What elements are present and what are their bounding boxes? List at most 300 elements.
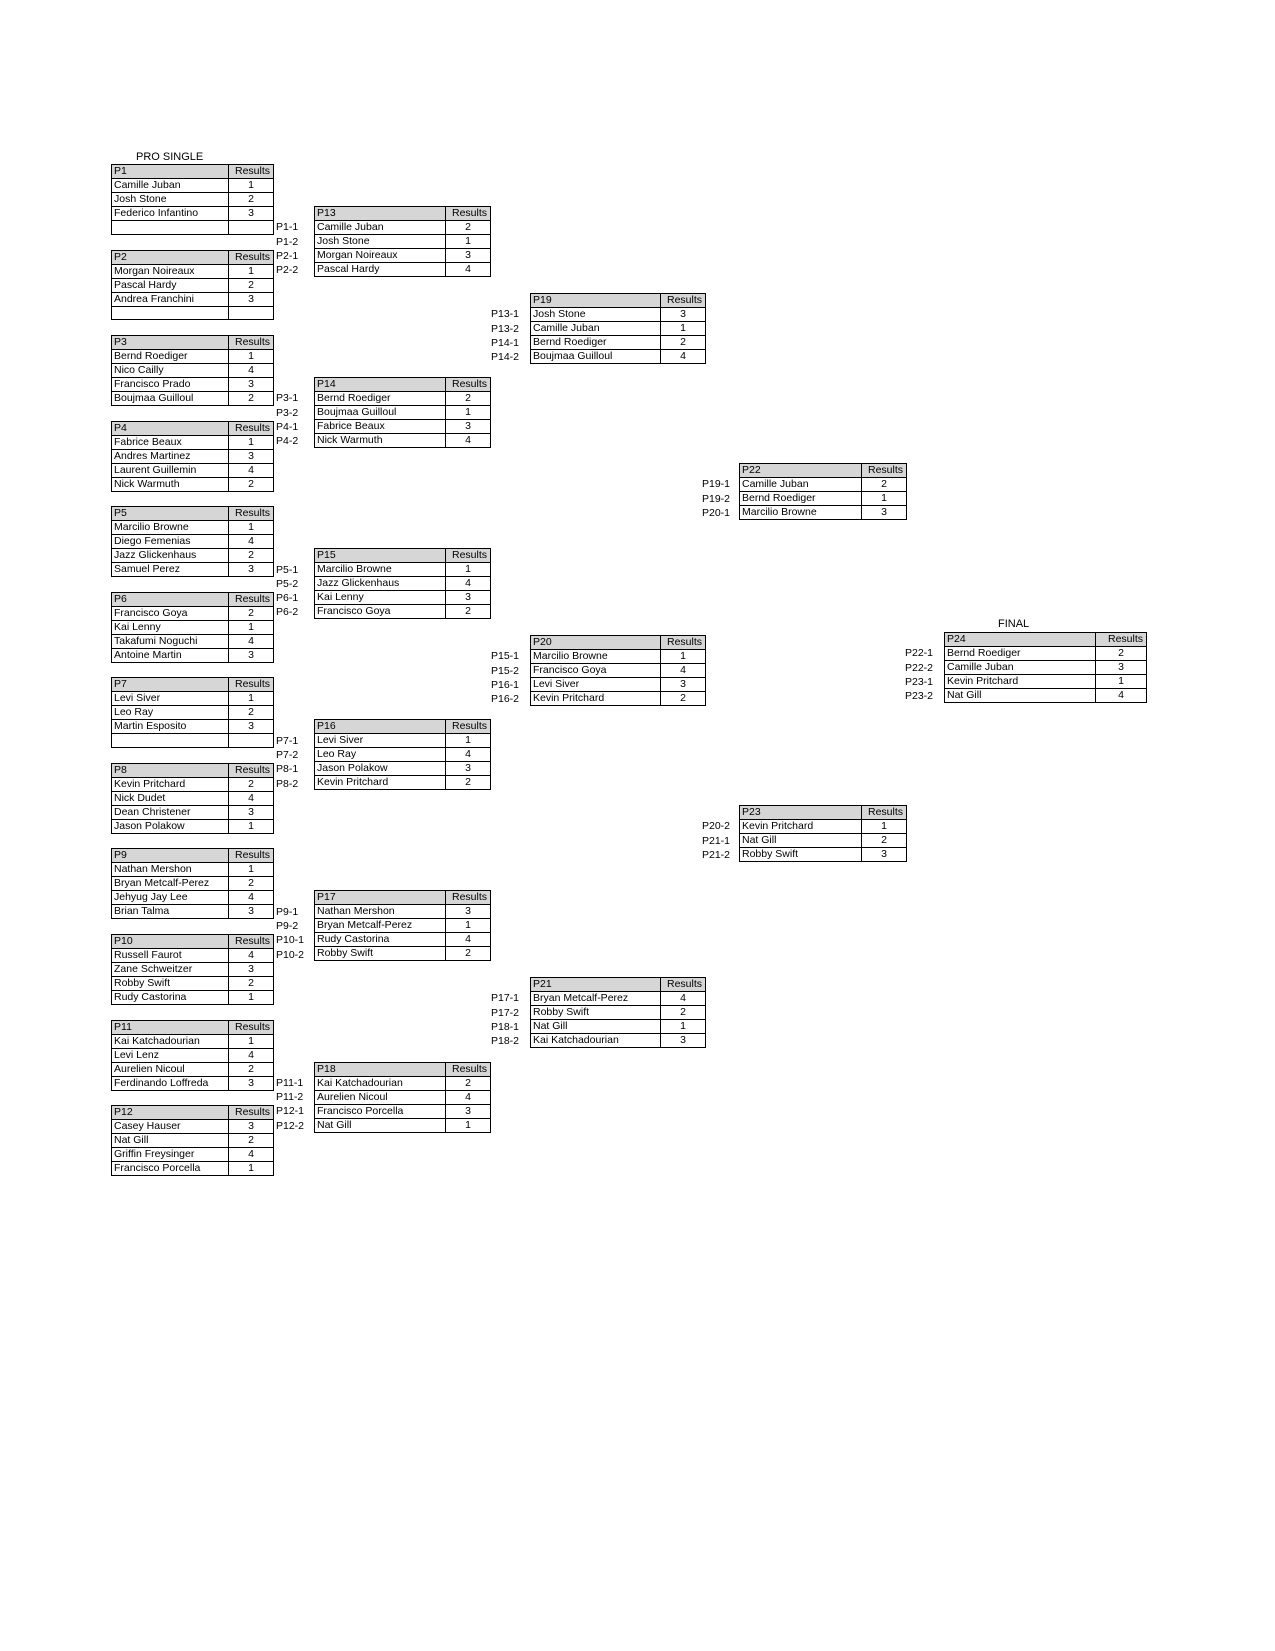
rider-result: 1: [661, 650, 706, 664]
results-header: Results: [229, 678, 274, 692]
seed-code: P21-2: [702, 848, 731, 861]
rider-name: Jazz Glickenhaus: [112, 549, 229, 563]
rider-result: 4: [229, 891, 274, 905]
seed-codes: [702, 477, 730, 520]
rider-name: [112, 734, 229, 748]
table-row: [531, 1020, 706, 1034]
rider-name: Nat Gill: [531, 1020, 661, 1034]
rider-name: Federico Infantino: [112, 207, 229, 221]
seed-code: P12-1: [276, 1105, 305, 1118]
seed-code: P16-2: [491, 693, 520, 706]
rider-name: Robby Swift: [740, 848, 862, 862]
heat-p20: [530, 635, 706, 706]
rider-result: 2: [229, 606, 274, 620]
seed-code: P5-2: [276, 577, 299, 590]
results-header: Results: [446, 720, 491, 734]
rider-name: Fabrice Beaux: [112, 435, 229, 449]
table-row: [531, 322, 706, 336]
table-row: [112, 1148, 274, 1162]
rider-name: Jason Polakow: [315, 762, 446, 776]
rider-name: Bernd Roediger: [740, 492, 862, 506]
rider-result: 1: [229, 863, 274, 877]
seed-code: P13-2: [491, 322, 520, 335]
heat-label: P4: [112, 421, 229, 435]
table-row: [315, 563, 491, 577]
rider-name: Kai Katchadourian: [315, 1076, 446, 1090]
heat-label: P17: [315, 891, 446, 905]
table-row: [531, 992, 706, 1006]
rider-result: 4: [229, 1148, 274, 1162]
rider-name: Andres Martinez: [112, 449, 229, 463]
heat-label: P20: [531, 636, 661, 650]
heat-label: P18: [315, 1062, 446, 1076]
table-row: [112, 392, 274, 406]
seed-codes: [276, 391, 298, 448]
seed-codes: [276, 734, 298, 791]
heat-p11: [111, 1020, 274, 1091]
table-row: [112, 976, 274, 990]
results-header: Results: [446, 207, 491, 221]
table-row: [112, 877, 274, 891]
rider-name: Boujmaa Guilloul: [315, 406, 446, 420]
heat-p2: [111, 250, 274, 321]
heat-label: P22: [740, 464, 862, 478]
rider-result: 2: [446, 392, 491, 406]
seed-code: P6-2: [276, 606, 299, 619]
seed-code: P18-2: [491, 1035, 520, 1048]
table-row: [531, 350, 706, 364]
rider-name: Camille Juban: [945, 661, 1096, 675]
table-row: [315, 734, 491, 748]
table-row: [112, 350, 274, 364]
table-row: [315, 1118, 491, 1132]
heat-label: P24: [945, 633, 1096, 647]
table-row: [315, 1104, 491, 1118]
rider-name: Laurent Guillemin: [112, 463, 229, 477]
seed-codes: [491, 991, 519, 1048]
heat-label: P11: [112, 1020, 229, 1034]
rider-name: Kai Lenny: [112, 620, 229, 634]
table-row: [112, 563, 274, 577]
rider-name: Josh Stone: [315, 235, 446, 249]
table-row: [315, 947, 491, 961]
seed-codes: [491, 649, 519, 706]
rider-result: 3: [229, 962, 274, 976]
rider-name: Pascal Hardy: [315, 263, 446, 277]
rider-result: 3: [446, 420, 491, 434]
rider-result: 2: [229, 278, 274, 292]
rider-result: 3: [446, 762, 491, 776]
table-row: [112, 777, 274, 791]
table-row: [315, 919, 491, 933]
seed-codes: [276, 905, 304, 962]
table-row: [945, 689, 1147, 703]
seed-code: P7-1: [276, 734, 299, 747]
rider-result: 2: [862, 478, 907, 492]
seed-code: P5-1: [276, 563, 299, 576]
results-header: Results: [661, 978, 706, 992]
rider-result: 2: [229, 1062, 274, 1076]
rider-name: Francisco Porcella: [112, 1162, 229, 1176]
rider-result: 1: [446, 919, 491, 933]
rider-name: Francisco Porcella: [315, 1104, 446, 1118]
table-row: [112, 819, 274, 833]
heat-label: P21: [531, 978, 661, 992]
rider-result: 2: [446, 605, 491, 619]
rider-name: Martin Esposito: [112, 720, 229, 734]
rider-result: 3: [446, 905, 491, 919]
table-row: [112, 292, 274, 306]
rider-name: Robby Swift: [531, 1006, 661, 1020]
rider-name: Takafumi Noguchi: [112, 634, 229, 648]
table-row: [531, 678, 706, 692]
rider-name: Zane Schweitzer: [112, 962, 229, 976]
seed-code: P8-2: [276, 777, 299, 790]
heat-p9: [111, 848, 274, 919]
rider-name: Nat Gill: [945, 689, 1096, 703]
table-row: [315, 762, 491, 776]
rider-result: 4: [229, 364, 274, 378]
rider-name: Leo Ray: [315, 748, 446, 762]
table-row: [112, 706, 274, 720]
seed-code: P9-1: [276, 905, 299, 918]
rider-name: Robby Swift: [315, 947, 446, 961]
results-header: Results: [229, 165, 274, 179]
results-header: Results: [229, 421, 274, 435]
results-header: Results: [229, 763, 274, 777]
heat-p14: [314, 377, 491, 448]
table-row: [315, 577, 491, 591]
rider-name: Nick Dudet: [112, 791, 229, 805]
rider-name: Nat Gill: [740, 834, 862, 848]
rider-result: 4: [229, 535, 274, 549]
rider-name: Kevin Pritchard: [315, 776, 446, 790]
seed-code: P23-1: [905, 675, 934, 688]
seed-code: P16-1: [491, 678, 520, 691]
page-title: PRO SINGLE: [136, 151, 204, 163]
table-row: [112, 221, 274, 235]
table-row: [112, 734, 274, 748]
table-row: [531, 1006, 706, 1020]
table-row: [112, 1034, 274, 1048]
rider-name: Diego Femenias: [112, 535, 229, 549]
heat-p5: [111, 506, 274, 577]
rider-result: [229, 734, 274, 748]
rider-result: 1: [229, 1034, 274, 1048]
rider-result: 3: [229, 563, 274, 577]
table-row: [112, 278, 274, 292]
table-row: [315, 1076, 491, 1090]
results-header: Results: [862, 464, 907, 478]
rider-name: Bryan Metcalf-Perez: [531, 992, 661, 1006]
rider-result: 1: [446, 235, 491, 249]
table-row: [112, 962, 274, 976]
table-row: [112, 634, 274, 648]
table-row: [112, 648, 274, 662]
table-row: [112, 1120, 274, 1134]
table-row: [112, 306, 274, 320]
rider-result: 1: [229, 1162, 274, 1176]
results-header: Results: [446, 891, 491, 905]
seed-code: P11-2: [276, 1091, 304, 1104]
table-row: [112, 1162, 274, 1176]
heat-label: P14: [315, 378, 446, 392]
heat-p24: [944, 632, 1147, 703]
rider-name: Bernd Roediger: [112, 350, 229, 364]
table-row: [315, 933, 491, 947]
rider-name: [112, 221, 229, 235]
rider-name: Antoine Martin: [112, 648, 229, 662]
heat-p7: [111, 677, 274, 748]
results-header: Results: [229, 849, 274, 863]
seed-code: P13-1: [491, 308, 520, 321]
results-header: Results: [1096, 633, 1147, 647]
results-header: Results: [229, 1020, 274, 1034]
rider-result: 3: [229, 648, 274, 662]
rider-result: 1: [229, 435, 274, 449]
rider-name: Rudy Castorina: [112, 990, 229, 1004]
seed-code: P1-1: [276, 221, 299, 234]
rider-name: Bernd Roediger: [945, 647, 1096, 661]
rider-result: 3: [661, 1034, 706, 1048]
heat-p10: [111, 934, 274, 1005]
seed-code: P21-1: [702, 834, 731, 847]
rider-result: 4: [446, 748, 491, 762]
rider-result: 3: [446, 249, 491, 263]
seed-code: P4-1: [276, 421, 299, 433]
rider-result: 4: [446, 933, 491, 947]
rider-result: 2: [229, 392, 274, 406]
rider-name: Kevin Pritchard: [945, 675, 1096, 689]
heat-label: P6: [112, 592, 229, 606]
table-row: [315, 1090, 491, 1104]
seed-codes: [276, 563, 298, 620]
table-row: [315, 605, 491, 619]
heat-label: P16: [315, 720, 446, 734]
rider-result: 4: [661, 350, 706, 364]
seed-codes: [276, 220, 298, 277]
rider-result: 3: [661, 678, 706, 692]
rider-result: 1: [446, 563, 491, 577]
table-row: [315, 249, 491, 263]
rider-name: Morgan Noireaux: [315, 249, 446, 263]
rider-result: 1: [1096, 675, 1147, 689]
seed-code: P20-1: [702, 506, 731, 519]
table-row: [945, 675, 1147, 689]
table-row: [740, 492, 907, 506]
rider-name: Aurelien Nicoul: [315, 1090, 446, 1104]
rider-name: Levi Siver: [315, 734, 446, 748]
rider-result: 3: [862, 506, 907, 520]
rider-name: Kai Lenny: [315, 591, 446, 605]
heat-p22: [739, 463, 907, 520]
rider-name: Kai Katchadourian: [531, 1034, 661, 1048]
heat-label: P23: [740, 806, 862, 820]
table-row: [740, 834, 907, 848]
heat-label: P10: [112, 934, 229, 948]
heat-label: P13: [315, 207, 446, 221]
rider-name: Casey Hauser: [112, 1120, 229, 1134]
rider-result: 1: [446, 406, 491, 420]
heat-p13: [314, 206, 491, 277]
rider-result: 4: [229, 948, 274, 962]
seed-codes: [905, 646, 933, 703]
seed-code: P19-1: [702, 478, 731, 491]
rider-name: Kai Katchadourian: [112, 1034, 229, 1048]
table-row: [315, 776, 491, 790]
heat-label: P1: [112, 165, 229, 179]
seed-code: P14-1: [491, 336, 520, 349]
heat-label: P9: [112, 849, 229, 863]
rider-name: Pascal Hardy: [112, 278, 229, 292]
rider-name: Marcilio Browne: [740, 506, 862, 520]
rider-result: 2: [446, 1076, 491, 1090]
table-row: [112, 720, 274, 734]
heat-label: P15: [315, 549, 446, 563]
rider-name: Nick Warmuth: [315, 434, 446, 448]
table-row: [740, 506, 907, 520]
seed-code: P23-2: [905, 690, 934, 703]
table-row: [945, 661, 1147, 675]
heat-p8: [111, 763, 274, 834]
rider-name: Francisco Goya: [112, 606, 229, 620]
results-header: Results: [661, 636, 706, 650]
rider-name: Brian Talma: [112, 905, 229, 919]
rider-result: 1: [229, 350, 274, 364]
rider-result: 2: [446, 221, 491, 235]
rider-name: Josh Stone: [112, 193, 229, 207]
rider-result: 3: [661, 308, 706, 322]
table-row: [112, 990, 274, 1004]
rider-result: 2: [229, 549, 274, 563]
table-row: [112, 1134, 274, 1148]
rider-name: Levi Siver: [112, 692, 229, 706]
table-row: [112, 378, 274, 392]
table-row: [112, 364, 274, 378]
rider-name: Jehyug Jay Lee: [112, 891, 229, 905]
rider-result: 3: [446, 1104, 491, 1118]
rider-name: Jason Polakow: [112, 819, 229, 833]
results-header: Results: [229, 250, 274, 264]
heat-p4: [111, 421, 274, 492]
rider-result: 2: [446, 776, 491, 790]
rider-result: 3: [229, 207, 274, 221]
table-row: [112, 606, 274, 620]
table-row: [112, 891, 274, 905]
table-row: [531, 308, 706, 322]
rider-result: 2: [862, 834, 907, 848]
rider-result: 1: [229, 990, 274, 1004]
rider-name: Camille Juban: [112, 179, 229, 193]
rider-result: 4: [661, 992, 706, 1006]
table-row: [112, 620, 274, 634]
rider-name: Camille Juban: [531, 322, 661, 336]
rider-name: Morgan Noireaux: [112, 264, 229, 278]
seed-code: P2-1: [276, 249, 299, 262]
heat-label: P3: [112, 336, 229, 350]
rider-result: 2: [229, 976, 274, 990]
seed-code: P6-1: [276, 592, 299, 605]
rider-result: 2: [229, 877, 274, 891]
heat-label: P7: [112, 678, 229, 692]
seed-code: P2-2: [276, 264, 299, 277]
results-header: Results: [661, 294, 706, 308]
table-row: [112, 521, 274, 535]
table-row: [531, 664, 706, 678]
rider-name: Levi Siver: [531, 678, 661, 692]
rider-result: 4: [661, 664, 706, 678]
rider-result: 3: [229, 292, 274, 306]
table-row: [112, 863, 274, 877]
seed-code: P20-2: [702, 820, 731, 833]
rider-name: Jazz Glickenhaus: [315, 577, 446, 591]
rider-name: Nat Gill: [112, 1134, 229, 1148]
rider-result: 1: [446, 734, 491, 748]
table-row: [112, 1048, 274, 1062]
rider-result: 1: [229, 819, 274, 833]
rider-result: 1: [446, 1118, 491, 1132]
table-row: [112, 791, 274, 805]
results-header: Results: [862, 806, 907, 820]
table-row: [112, 264, 274, 278]
rider-name: Kevin Pritchard: [740, 820, 862, 834]
seed-code: P9-2: [276, 920, 299, 933]
heat-label: P2: [112, 250, 229, 264]
rider-name: Andrea Franchini: [112, 292, 229, 306]
rider-result: 4: [229, 791, 274, 805]
table-row: [315, 263, 491, 277]
rider-name: Griffin Freysinger: [112, 1148, 229, 1162]
seed-code: P15-1: [491, 650, 520, 663]
table-row: [112, 948, 274, 962]
rider-name: Nat Gill: [315, 1118, 446, 1132]
heat-p23: [739, 805, 907, 862]
rider-result: 3: [229, 1076, 274, 1090]
rider-result: 2: [229, 706, 274, 720]
table-row: [112, 207, 274, 221]
table-row: [315, 406, 491, 420]
results-header: Results: [446, 1062, 491, 1076]
rider-name: Fabrice Beaux: [315, 420, 446, 434]
rider-result: 3: [229, 905, 274, 919]
rider-result: 2: [661, 336, 706, 350]
table-row: [740, 848, 907, 862]
rider-name: Marcilio Browne: [531, 650, 661, 664]
seed-code: P18-1: [491, 1020, 520, 1033]
rider-result: 3: [229, 449, 274, 463]
heat-p6: [111, 592, 274, 663]
table-row: [315, 905, 491, 919]
rider-result: 1: [661, 322, 706, 336]
heat-label: P19: [531, 294, 661, 308]
seed-code: P4-2: [276, 435, 299, 448]
seed-codes: [276, 1076, 304, 1133]
rider-name: Dean Christener: [112, 805, 229, 819]
rider-result: 1: [229, 521, 274, 535]
rider-result: 1: [661, 1020, 706, 1034]
table-row: [112, 905, 274, 919]
rider-result: [229, 221, 274, 235]
rider-result: 3: [862, 848, 907, 862]
table-row: [531, 1034, 706, 1048]
heat-label: P8: [112, 763, 229, 777]
seed-code: P22-2: [905, 661, 934, 674]
seed-code: P12-2: [276, 1119, 305, 1132]
rider-name: Kevin Pritchard: [531, 692, 661, 706]
heat-p12: [111, 1105, 274, 1176]
table-row: [945, 647, 1147, 661]
table-row: [112, 1076, 274, 1090]
